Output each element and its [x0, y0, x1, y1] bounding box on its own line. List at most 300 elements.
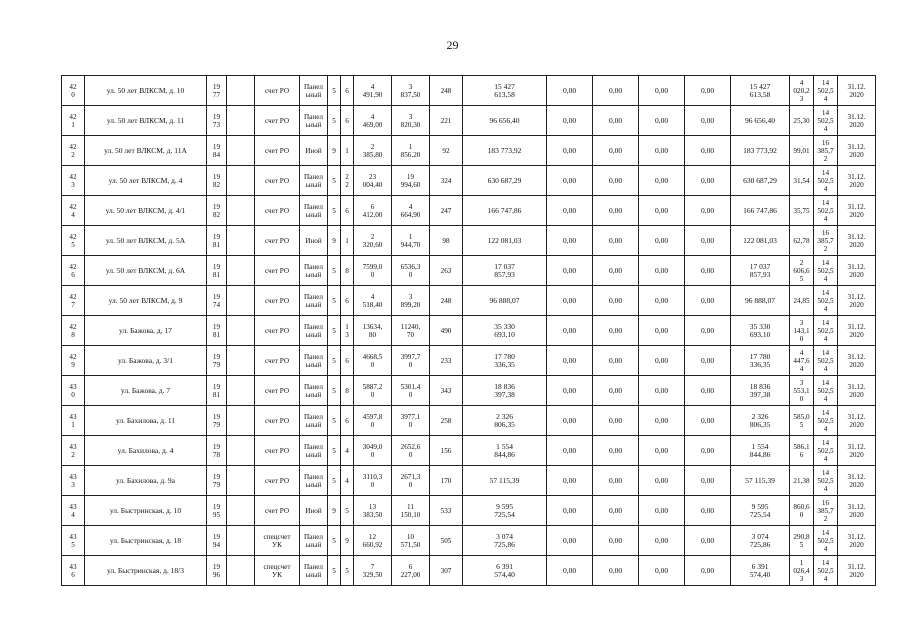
cell-cost-limit: 16 385,7 2: [814, 496, 838, 526]
cell-entrances: 1: [341, 226, 354, 256]
cell-cost-3: 0,00: [639, 256, 685, 286]
cell-residents: 92: [430, 136, 463, 166]
table-row: [62, 136, 876, 166]
cell-residents: 156: [430, 436, 463, 466]
cell-address: ул. 50 лет ВЛКСМ, д. 11А: [85, 136, 207, 166]
cell-cost-4: 0,00: [685, 76, 731, 106]
cell-specific-cost: 21,38: [790, 466, 814, 496]
cell-total-cost: 57 115,39: [463, 466, 547, 496]
cell-living-area: 5301,4 0: [392, 376, 430, 406]
cell-row-number: 42 3: [62, 166, 85, 196]
cell-deadline: 31.12. 2020: [838, 496, 876, 526]
cell-cost-1: 0,00: [547, 166, 593, 196]
cell-entrances: 1 3: [341, 316, 354, 346]
table-row: [62, 346, 876, 376]
cell-build-year: 19 82: [207, 166, 227, 196]
cell-cost-1: 0,00: [547, 526, 593, 556]
cell-cost-sum: 3 074 725,86: [731, 526, 790, 556]
cell-address: ул. Быстринская, д. 10: [85, 496, 207, 526]
cell-cost-sum: 96 888,07: [731, 286, 790, 316]
cell-living-area: 11240, 70: [392, 316, 430, 346]
cell-row-number: 43 3: [62, 466, 85, 496]
cell-cost-2: 0,00: [593, 436, 639, 466]
cell-residents: 533: [430, 496, 463, 526]
cell-empty-cell: [227, 136, 255, 166]
cell-address: ул. 50 лет ВЛКСМ, д. 10: [85, 76, 207, 106]
cell-entrances: 1: [341, 136, 354, 166]
cell-fund-method: счет РО: [255, 406, 300, 436]
cell-wall-material: Панел ьный: [300, 556, 328, 586]
cell-empty-cell: [227, 226, 255, 256]
cell-floors: 5: [328, 106, 341, 136]
cell-deadline: 31.12. 2020: [838, 376, 876, 406]
table-row: [62, 466, 876, 496]
cell-total-cost: 183 773,92: [463, 136, 547, 166]
cell-empty-cell: [227, 196, 255, 226]
cell-total-area: 2 385,80: [354, 136, 392, 166]
cell-address: ул. Бахилова, д. 11: [85, 406, 207, 436]
cell-deadline: 31.12. 2020: [838, 286, 876, 316]
cell-wall-material: Панел ьный: [300, 76, 328, 106]
cell-wall-material: Панел ьный: [300, 106, 328, 136]
cell-total-cost: 35 330 693,10: [463, 316, 547, 346]
cell-living-area: 4 664,90: [392, 196, 430, 226]
cell-build-year: 19 79: [207, 466, 227, 496]
cell-total-cost: 15 427 613,58: [463, 76, 547, 106]
cell-empty-cell: [227, 346, 255, 376]
cell-cost-1: 0,00: [547, 436, 593, 466]
cell-specific-cost: 2 606,6 5: [790, 256, 814, 286]
cell-cost-4: 0,00: [685, 406, 731, 436]
cell-total-area: 3110,3 0: [354, 466, 392, 496]
cell-cost-sum: 35 330 693,10: [731, 316, 790, 346]
cell-specific-cost: 24,85: [790, 286, 814, 316]
cell-row-number: 42 7: [62, 286, 85, 316]
cell-row-number: 42 0: [62, 76, 85, 106]
cell-residents: 324: [430, 166, 463, 196]
cell-cost-3: 0,00: [639, 556, 685, 586]
cell-specific-cost: 290,8 5: [790, 526, 814, 556]
cell-cost-limit: 14 502,5 4: [814, 286, 838, 316]
cell-cost-2: 0,00: [593, 496, 639, 526]
cell-entrances: 6: [341, 346, 354, 376]
cell-living-area: 19 994,60: [392, 166, 430, 196]
cell-cost-limit: 14 502,5 4: [814, 76, 838, 106]
cell-cost-2: 0,00: [593, 106, 639, 136]
cell-row-number: 42 8: [62, 316, 85, 346]
cell-floors: 5: [328, 316, 341, 346]
cell-total-area: 12 660,92: [354, 526, 392, 556]
cell-cost-3: 0,00: [639, 526, 685, 556]
cell-build-year: 19 79: [207, 406, 227, 436]
cell-wall-material: Панел ьный: [300, 376, 328, 406]
cell-cost-3: 0,00: [639, 496, 685, 526]
cell-floors: 5: [328, 346, 341, 376]
cell-cost-3: 0,00: [639, 166, 685, 196]
cell-build-year: 19 94: [207, 526, 227, 556]
cell-cost-sum: 57 115,39: [731, 466, 790, 496]
cell-address: ул. 50 лет ВЛКСМ, д. 11: [85, 106, 207, 136]
cell-entrances: 8: [341, 256, 354, 286]
cell-address: ул. Быстринская, д. 18/3: [85, 556, 207, 586]
cell-total-area: 23 004,40: [354, 166, 392, 196]
cell-empty-cell: [227, 466, 255, 496]
cell-cost-4: 0,00: [685, 226, 731, 256]
cell-living-area: 3 899,20: [392, 286, 430, 316]
cell-cost-3: 0,00: [639, 346, 685, 376]
cell-entrances: 9: [341, 526, 354, 556]
cell-cost-limit: 16 385,7 2: [814, 136, 838, 166]
cell-cost-4: 0,00: [685, 136, 731, 166]
cell-total-area: 7 329,50: [354, 556, 392, 586]
cell-deadline: 31.12. 2020: [838, 226, 876, 256]
cell-total-area: 6 412,00: [354, 196, 392, 226]
cell-cost-1: 0,00: [547, 466, 593, 496]
table-row: [62, 196, 876, 226]
cell-wall-material: Панел ьный: [300, 316, 328, 346]
cell-cost-sum: 17 037 857,93: [731, 256, 790, 286]
cell-wall-material: Панел ьный: [300, 406, 328, 436]
cell-cost-2: 0,00: [593, 286, 639, 316]
cell-floors: 5: [328, 556, 341, 586]
cell-address: ул. Быстринская, д. 18: [85, 526, 207, 556]
cell-row-number: 42 6: [62, 256, 85, 286]
cell-fund-method: счет РО: [255, 346, 300, 376]
cell-cost-2: 0,00: [593, 556, 639, 586]
cell-cost-1: 0,00: [547, 136, 593, 166]
cell-cost-1: 0,00: [547, 256, 593, 286]
cell-deadline: 31.12. 2020: [838, 76, 876, 106]
cell-cost-2: 0,00: [593, 256, 639, 286]
cell-cost-sum: 15 427 613,58: [731, 76, 790, 106]
cell-address: ул. 50 лет ВЛКСМ, д. 6А: [85, 256, 207, 286]
cell-build-year: 19 82: [207, 196, 227, 226]
cell-cost-3: 0,00: [639, 286, 685, 316]
cell-cost-2: 0,00: [593, 346, 639, 376]
cell-wall-material: Иной: [300, 496, 328, 526]
cell-specific-cost: 25,30: [790, 106, 814, 136]
cell-total-area: 3049,0 0: [354, 436, 392, 466]
housing-register-table: [61, 75, 876, 586]
cell-cost-4: 0,00: [685, 256, 731, 286]
cell-residents: 247: [430, 196, 463, 226]
cell-deadline: 31.12. 2020: [838, 406, 876, 436]
cell-build-year: 19 81: [207, 256, 227, 286]
cell-wall-material: Панел ьный: [300, 286, 328, 316]
cell-cost-1: 0,00: [547, 196, 593, 226]
cell-row-number: 42 9: [62, 346, 85, 376]
cell-total-cost: 3 074 725,86: [463, 526, 547, 556]
cell-cost-sum: 122 081,03: [731, 226, 790, 256]
cell-cost-4: 0,00: [685, 436, 731, 466]
cell-build-year: 19 95: [207, 496, 227, 526]
cell-cost-sum: 166 747,86: [731, 196, 790, 226]
cell-living-area: 3997,7 0: [392, 346, 430, 376]
cell-total-cost: 9 595 725,54: [463, 496, 547, 526]
cell-cost-1: 0,00: [547, 316, 593, 346]
cell-living-area: 3977,1 0: [392, 406, 430, 436]
cell-deadline: 31.12. 2020: [838, 466, 876, 496]
cell-total-area: 2 320,60: [354, 226, 392, 256]
cell-specific-cost: 62,78: [790, 226, 814, 256]
table-row: [62, 226, 876, 256]
cell-deadline: 31.12. 2020: [838, 346, 876, 376]
cell-build-year: 19 77: [207, 76, 227, 106]
table-row: [62, 316, 876, 346]
cell-living-area: 3 820,30: [392, 106, 430, 136]
cell-residents: 307: [430, 556, 463, 586]
cell-deadline: 31.12. 2020: [838, 136, 876, 166]
cell-floors: 5: [328, 526, 341, 556]
table-body: [62, 76, 876, 586]
cell-floors: 5: [328, 166, 341, 196]
cell-residents: 263: [430, 256, 463, 286]
cell-specific-cost: 4 020,2 3: [790, 76, 814, 106]
cell-total-area: 5887,2 0: [354, 376, 392, 406]
cell-residents: 258: [430, 406, 463, 436]
cell-wall-material: Панел ьный: [300, 526, 328, 556]
cell-cost-3: 0,00: [639, 136, 685, 166]
cell-build-year: 19 79: [207, 346, 227, 376]
cell-empty-cell: [227, 286, 255, 316]
cell-residents: 98: [430, 226, 463, 256]
cell-cost-3: 0,00: [639, 376, 685, 406]
table-row: [62, 376, 876, 406]
cell-residents: 248: [430, 76, 463, 106]
cell-fund-method: счет РО: [255, 316, 300, 346]
cell-total-cost: 17 780 336,35: [463, 346, 547, 376]
cell-residents: 170: [430, 466, 463, 496]
cell-entrances: 5: [341, 496, 354, 526]
cell-cost-1: 0,00: [547, 346, 593, 376]
cell-empty-cell: [227, 316, 255, 346]
cell-cost-sum: 9 595 725,54: [731, 496, 790, 526]
cell-cost-2: 0,00: [593, 196, 639, 226]
cell-address: ул. 50 лет ВЛКСМ, д. 4/1: [85, 196, 207, 226]
cell-specific-cost: 3 143,1 0: [790, 316, 814, 346]
cell-total-cost: 6 391 574,40: [463, 556, 547, 586]
cell-residents: 248: [430, 286, 463, 316]
cell-floors: 5: [328, 436, 341, 466]
cell-cost-limit: 14 502,5 4: [814, 316, 838, 346]
cell-deadline: 31.12. 2020: [838, 196, 876, 226]
cell-build-year: 19 84: [207, 136, 227, 166]
cell-row-number: 42 4: [62, 196, 85, 226]
cell-floors: 5: [328, 406, 341, 436]
cell-wall-material: Панел ьный: [300, 436, 328, 466]
table-row: [62, 166, 876, 196]
cell-cost-3: 0,00: [639, 196, 685, 226]
cell-cost-sum: 96 656,40: [731, 106, 790, 136]
cell-specific-cost: 586,1 6: [790, 436, 814, 466]
cell-address: ул. 50 лет ВЛКСМ, д. 4: [85, 166, 207, 196]
cell-total-cost: 122 081,03: [463, 226, 547, 256]
cell-fund-method: счет РО: [255, 466, 300, 496]
cell-total-cost: 1 554 844,86: [463, 436, 547, 466]
cell-wall-material: Панел ьный: [300, 166, 328, 196]
cell-fund-method: счет РО: [255, 376, 300, 406]
cell-cost-sum: 630 687,29: [731, 166, 790, 196]
cell-specific-cost: 1 026,4 3: [790, 556, 814, 586]
cell-build-year: 19 81: [207, 316, 227, 346]
cell-cost-3: 0,00: [639, 436, 685, 466]
cell-specific-cost: 3 553,1 0: [790, 376, 814, 406]
table-row: [62, 76, 876, 106]
cell-row-number: 43 2: [62, 436, 85, 466]
cell-living-area: 2652,6 0: [392, 436, 430, 466]
cell-row-number: 42 5: [62, 226, 85, 256]
cell-total-cost: 630 687,29: [463, 166, 547, 196]
cell-fund-method: счет РО: [255, 496, 300, 526]
table-row: [62, 496, 876, 526]
cell-address: ул. Бажова, д. 17: [85, 316, 207, 346]
cell-deadline: 31.12. 2020: [838, 166, 876, 196]
cell-fund-method: счет РО: [255, 196, 300, 226]
cell-floors: 9: [328, 496, 341, 526]
cell-deadline: 31.12. 2020: [838, 106, 876, 136]
cell-empty-cell: [227, 76, 255, 106]
cell-row-number: 43 6: [62, 556, 85, 586]
cell-empty-cell: [227, 256, 255, 286]
cell-fund-method: счет РО: [255, 166, 300, 196]
cell-empty-cell: [227, 106, 255, 136]
cell-deadline: 31.12. 2020: [838, 256, 876, 286]
cell-entrances: 5: [341, 556, 354, 586]
cell-cost-3: 0,00: [639, 226, 685, 256]
cell-cost-4: 0,00: [685, 376, 731, 406]
cell-cost-sum: 6 391 574,40: [731, 556, 790, 586]
cell-residents: 221: [430, 106, 463, 136]
cell-cost-4: 0,00: [685, 526, 731, 556]
cell-total-cost: 96 888,07: [463, 286, 547, 316]
cell-cost-limit: 14 502,5 4: [814, 346, 838, 376]
cell-empty-cell: [227, 406, 255, 436]
cell-wall-material: Панел ьный: [300, 196, 328, 226]
table-row: [62, 436, 876, 466]
cell-cost-2: 0,00: [593, 406, 639, 436]
cell-cost-1: 0,00: [547, 76, 593, 106]
cell-floors: 9: [328, 136, 341, 166]
cell-cost-2: 0,00: [593, 316, 639, 346]
cell-living-area: 6 227,00: [392, 556, 430, 586]
cell-build-year: 19 96: [207, 556, 227, 586]
table-row: [62, 106, 876, 136]
cell-build-year: 19 81: [207, 226, 227, 256]
cell-total-cost: 17 037 857,93: [463, 256, 547, 286]
cell-floors: 5: [328, 76, 341, 106]
table-row: [62, 256, 876, 286]
cell-fund-method: счет РО: [255, 106, 300, 136]
cell-total-area: 4 491,90: [354, 76, 392, 106]
cell-build-year: 19 73: [207, 106, 227, 136]
cell-cost-sum: 183 773,92: [731, 136, 790, 166]
cell-residents: 505: [430, 526, 463, 556]
cell-fund-method: счет РО: [255, 226, 300, 256]
cell-cost-limit: 14 502,5 4: [814, 196, 838, 226]
cell-fund-method: счет РО: [255, 256, 300, 286]
cell-empty-cell: [227, 166, 255, 196]
cell-total-area: 7599,0 0: [354, 256, 392, 286]
cell-wall-material: Панел ьный: [300, 346, 328, 376]
cell-total-area: 13634, 80: [354, 316, 392, 346]
cell-build-year: 19 78: [207, 436, 227, 466]
cell-total-cost: 166 747,86: [463, 196, 547, 226]
cell-living-area: 10 571,50: [392, 526, 430, 556]
cell-living-area: 2671,3 0: [392, 466, 430, 496]
cell-fund-method: счет РО: [255, 136, 300, 166]
cell-cost-2: 0,00: [593, 466, 639, 496]
cell-cost-1: 0,00: [547, 226, 593, 256]
cell-cost-limit: 14 502,5 4: [814, 106, 838, 136]
cell-floors: 5: [328, 256, 341, 286]
cell-address: ул. Бахилова, д. 9а: [85, 466, 207, 496]
cell-cost-1: 0,00: [547, 376, 593, 406]
cell-cost-limit: 14 502,5 4: [814, 466, 838, 496]
cell-empty-cell: [227, 526, 255, 556]
cell-entrances: 6: [341, 286, 354, 316]
cell-floors: 9: [328, 226, 341, 256]
cell-cost-2: 0,00: [593, 526, 639, 556]
cell-fund-method: счет РО: [255, 436, 300, 466]
cell-cost-1: 0,00: [547, 406, 593, 436]
cell-wall-material: Панел ьный: [300, 256, 328, 286]
cell-cost-limit: 14 502,5 4: [814, 556, 838, 586]
cell-cost-2: 0,00: [593, 376, 639, 406]
cell-living-area: 6536,3 0: [392, 256, 430, 286]
table-row: [62, 406, 876, 436]
cell-total-cost: 96 656,40: [463, 106, 547, 136]
cell-residents: 343: [430, 376, 463, 406]
cell-cost-limit: 16 385,7 2: [814, 226, 838, 256]
cell-cost-4: 0,00: [685, 496, 731, 526]
cell-total-area: 4597,8 0: [354, 406, 392, 436]
cell-specific-cost: 585,0 5: [790, 406, 814, 436]
cell-fund-method: счет РО: [255, 286, 300, 316]
cell-address: ул. Бахилова, д. 4: [85, 436, 207, 466]
cell-cost-limit: 14 502,5 4: [814, 436, 838, 466]
cell-entrances: 4: [341, 466, 354, 496]
cell-entrances: 6: [341, 406, 354, 436]
cell-cost-sum: 17 780 336,35: [731, 346, 790, 376]
cell-empty-cell: [227, 376, 255, 406]
cell-specific-cost: 99,01: [790, 136, 814, 166]
cell-floors: 5: [328, 196, 341, 226]
cell-entrances: 6: [341, 76, 354, 106]
cell-cost-2: 0,00: [593, 226, 639, 256]
cell-living-area: 11 150,10: [392, 496, 430, 526]
cell-empty-cell: [227, 436, 255, 466]
cell-cost-4: 0,00: [685, 466, 731, 496]
cell-wall-material: Иной: [300, 136, 328, 166]
cell-cost-3: 0,00: [639, 406, 685, 436]
cell-cost-limit: 14 502,5 4: [814, 526, 838, 556]
cell-cost-1: 0,00: [547, 556, 593, 586]
cell-cost-4: 0,00: [685, 106, 731, 136]
cell-row-number: 43 0: [62, 376, 85, 406]
cell-build-year: 19 81: [207, 376, 227, 406]
cell-wall-material: Панел ьный: [300, 466, 328, 496]
cell-total-area: 13 383,50: [354, 496, 392, 526]
cell-deadline: 31.12. 2020: [838, 526, 876, 556]
cell-cost-sum: 1 554 844,86: [731, 436, 790, 466]
cell-deadline: 31.12. 2020: [838, 556, 876, 586]
cell-total-cost: 18 836 397,38: [463, 376, 547, 406]
cell-address: ул. Бажова, д. 3/1: [85, 346, 207, 376]
cell-cost-3: 0,00: [639, 76, 685, 106]
cell-entrances: 4: [341, 436, 354, 466]
table-row: [62, 526, 876, 556]
cell-total-area: 4 469,00: [354, 106, 392, 136]
